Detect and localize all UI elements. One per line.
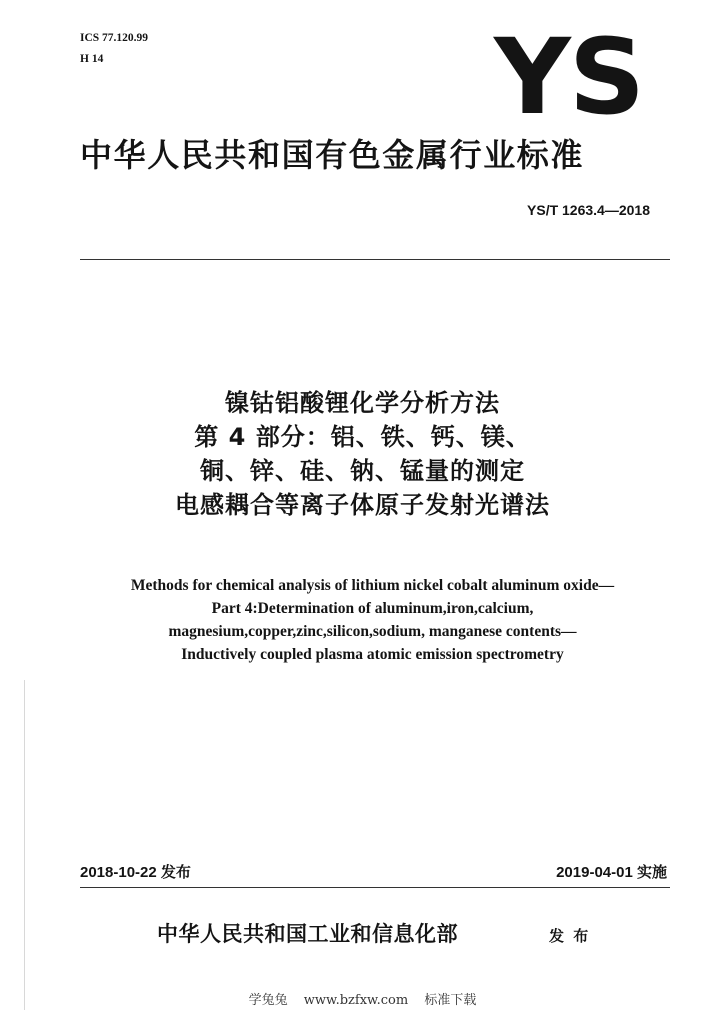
- publisher-name: 中华人民共和国工业和信息化部: [157, 922, 458, 946]
- chinese-title-line: 第 4 部分：铝、铁、钙、镁、: [194, 423, 531, 451]
- issue-date: 2018-10-22 发布: [80, 864, 191, 881]
- publisher-action: 发 布: [549, 927, 591, 945]
- english-title: [0, 574, 725, 666]
- ccs-code: H 14: [80, 53, 104, 65]
- header-divider: [80, 259, 670, 260]
- footer-divider: [80, 887, 670, 888]
- english-title-line: Part 4:Determination of aluminum,iron,calcium,: [211, 600, 534, 617]
- standard-number: YS/T 1263.4—2018: [527, 202, 650, 218]
- footer-site-name: 学兔兔: [248, 993, 288, 1008]
- footer-tagline: 标准下载: [424, 993, 477, 1008]
- chinese-title-line: 铜、锌、硅、钠、锰量的测定: [200, 457, 525, 485]
- watermark-footer: [0, 992, 725, 1010]
- chinese-title: [0, 386, 725, 522]
- org-title: 中华人民共和国有色金属行业标准: [80, 136, 585, 174]
- scan-margin-line: [24, 680, 25, 1010]
- ys-logo: YS: [494, 16, 644, 138]
- english-title-line: magnesium,copper,zinc,silicon,sodium, manganese contents—: [168, 623, 577, 640]
- english-title-line: Inductively coupled plasma atomic emission spectrometry: [181, 646, 564, 663]
- footer-url[interactable]: www.bzfxw.com: [303, 993, 409, 1008]
- ics-code: ICS 77.120.99: [80, 32, 149, 44]
- implementation-date: 2019-04-01 实施: [556, 864, 667, 881]
- chinese-title-line: 电感耦合等离子体原子发射光谱法: [175, 491, 550, 519]
- chinese-title-line: 镍钴铝酸锂化学分析方法: [225, 389, 500, 417]
- english-title-line: Methods for chemical analysis of lithium nickel cobalt aluminum oxide—: [130, 577, 615, 594]
